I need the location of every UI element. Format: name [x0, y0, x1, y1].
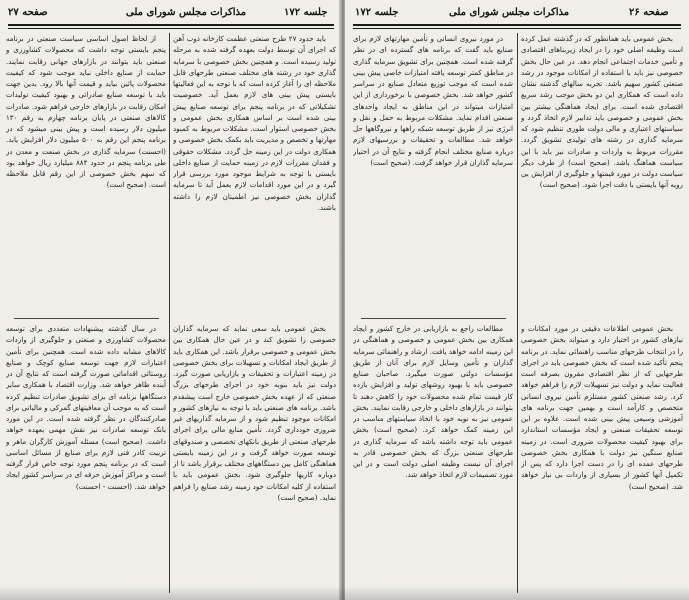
journal-title: مذاکرات مجلس شورای ملی — [126, 7, 247, 18]
text-column — [521, 33, 683, 315]
right-page — [345, 0, 689, 600]
paragraph: بخش عمومی باید سعی نماید که سرمایه گذاران خصوصی را تشویق کند و در عین حال همکاری بین بخش عمومی و خصوصی برقرار باشد. این همکاری باید از طریق ایجاد امکانات و تسهیلات برای بخش خصوصی در زمینه اعتبارات و تحقیقات و بازاریابی صورت گیرد. دولت نیز باید بنوبه خود در اجرای طرحهای بزرگ صنعتی که از عهده بخش خصوصی خارج است پیشقدم باشد. برنامه های صنعتی باید با توجه به نیازهای کشور و امکانات موجود تنظیم شود و از سرمایه گذاریهای غیر ضروری خودداری گردد. تأمین منابع مالی برای اجرای طرحهای صنعتی از طریق بانکهای تخصصی و صندوقهای توسعه صورت خواهد گرفت و در این زمینه بایستی هماهنگی کامل بین دستگاههای مختلف برقرار باشد تا از دوباره کاریها جلوگیری شود. بخش عمومی باید با استفاده از کلیه امکانات خود زمینه رشد صنایع را فراهم نماید. (صحیح است) — [173, 324, 336, 502]
paragraph: باید حدود ۲۷ طرح صنعتی عظمت کارخانه ذوب آهن که اجرای آن توسط دولت بعهده گرفته شده به مرحله تولید رسیده است. و همچنین بخش خصوصی با سرمایه گذاری خود در رشته های مختلف صنعتی طرحهای قابل ملاحظه ای را آغاز کرده است که با توجه به این فعالیتها بایستی پیش بینی های لازم بعمل آید. خصوصیت تشکیلاتی که در برنامه پنجم برای توسعه صنایع پیش بینی شده است بر اساس همکاری بخش عمومی و بخش خصوصی استوار است. مشکلات مربوط به کمبود مهارتها و تخصص و مدیریت باید بکمک بخش خصوصی و همکاری دولت در این زمینه حل گردد. مشکلات حقوقی و فقدان مقررات لازم در زمینه حمایت از صنایع داخلی بایستی با توجه به شرایط موجود مورد بررسی قرار گیرد و در این مورد اقدامات لازم بعمل آید تا سرمایه گذاران بخش خصوصی نیز اطمینان لازم را داشته باشند. — [173, 34, 336, 212]
paragraph: بخش عمومی باید همانطور که در گذشته عمل کرده است وظیفه اصلی خود را در ایجاد زیربناهای اقتصادی و تأمین خدمات اجتماعی انجام دهد. در عین حال بخش خصوصی نیز باید با استفاده از امکانات موجود در رشد صنعتی کشور سهیم باشد. تجربه سالهای گذشته نشان داده است که همکاری این دو بخش موجب رشد سریع اقتصادی شده است. برای ایجاد هماهنگی بیشتر بین بخش عمومی و خصوصی باید تدابیر لازم اتخاذ گردد و سیاستهای اعتباری و مالی دولت طوری تنظیم شود که سرمایه گذاری در رشته های تولیدی تشویق گردد. مقررات مربوط به واردات و صادرات نیز باید با این سیاست هماهنگ باشد. (صحیح است) از طرف دیگر سیاست دولت در مورد قیمتها و جلوگیری از افزایش بی رویه آنها بایستی با دقت اجرا شود. (صحیح است) — [521, 34, 683, 190]
page-number: صفحه ۲۷ — [8, 7, 48, 18]
journal-title: مذاکرات مجلس شورای ملی — [449, 7, 570, 18]
right-page-header — [353, 4, 681, 24]
text-column — [6, 33, 166, 315]
paragraph: در مورد نیروی انسانی و تأمین مهارتهای لازم برای صنایع باید گفت که برنامه های گسترده ای در نظر گرفته شده است. همچنین برای تشویق سرمایه گذاری در مناطق کمتر توسعه یافته امتیازات خاصی پیش بینی شده است که موجب توزیع متعادل صنایع در سراسر کشور خواهد شد. بخش خصوصی با برخورداری از این امتیازات میتواند در این مناطق به ایجاد واحدهای صنعتی اقدام نماید. مشکلات مربوط به حمل و نقل و انرژی نیز از طریق توسعه شبکه راهها و نیروگاهها حل خواهد شد. مطالعات و تحقیقات و بررسیهای لازم درباره صنایع مختلف انجام گرفته و نتایج آن در اختیار سرمایه گذاران قرار خواهد گرفت. (صحیح است) — [353, 34, 513, 167]
session-label: جلسه ۱۷۲ — [284, 7, 328, 18]
header-rule-thin — [8, 28, 334, 29]
header-rule — [353, 24, 681, 26]
header-rule — [8, 24, 334, 26]
paragraph: بخش عمومی اطلاعات دقیقی در مورد امکانات و نیازهای کشور در اختیار دارد و میتواند بخش خصوصی را در انتخاب طرحهای مناسب راهنمائی نماید. در برنامه پنجم تأکید شده است که بخش خصوصی باید در اجرای طرحهایی که از نظر اقتصادی مقرون بصرفه است فعالیت نماید و دولت نیز تسهیلات لازم را فراهم خواهد کرد. رشد صنعتی کشور مستلزم تأمین نیروی انسانی متخصص و کارآمد است و بهمین جهت برنامه های آموزشی وسیعی پیش بینی شده است. علاوه بر این توسعه تحقیقات صنعتی و ایجاد مؤسسات استاندارد برای بهبود کیفیت محصولات ضروری است. در زمینه صنایع سنگین نیز دولت با همکاری بخش خصوصی طرحهای عمده ای را در دست اجرا دارد که پس از تکمیل آنها کشور از بسیاری از واردات بی نیاز خواهد شد. (صحیح است) — [521, 324, 683, 491]
text-column — [521, 323, 683, 593]
page-bottom-shadow — [0, 586, 689, 600]
text-column — [353, 323, 513, 593]
header-rule-thin — [353, 28, 681, 29]
paragraph: در سال گذشته پیشنهادات متعددی برای توسعه محصولات کشاورزی و صنعتی و جلوگیری از واردات کالاهای مشابه داده شده است. همچنین برای تأمین اعتبارات لازم جهت توسعه صنایع کوچک و صنایع روستائی اقداماتی صورت گرفته است که نتایج آن در آینده ظاهر خواهد شد. وزارت اقتصاد با همکاری سایر دستگاهها برنامه ای برای تشویق صادرات تنظیم کرده است که به موجب آن معافیتهای گمرکی و مالیاتی برای صادرکنندگان در نظر گرفته شده است. در این مورد بانک توسعه صادرات نیز نقش مهمی بعهده خواهد داشت. (صحیح است) مسئله آموزش کارگران ماهر و تربیت کادر فنی لازم برای صنایع از مسائل اساسی است که در برنامه پنجم مورد توجه خاص قرار گرفته است و مراکز آموزش حرفه ای در سراسر کشور ایجاد خواهد شد. (احسنت - احسنت) — [6, 324, 166, 491]
left-page-header — [8, 4, 334, 24]
text-column — [353, 33, 513, 315]
column-divider — [169, 33, 170, 593]
column-divider — [517, 33, 518, 593]
left-page — [0, 0, 342, 600]
section-divider — [14, 318, 159, 319]
paragraph: از لحاظ اصول اساسی سیاست صنعتی در برنامه پنجم بایستی توجه داشت که محصولات کشاورزی و صنعتی باید بتوانند در بازارهای جهانی رقابت نمایند. حمایت از صنایع داخلی نباید موجب شود که کیفیت محصولات پائین بیاید و قیمت آنها بالا رود. بدین جهت باید با توسعه صنایع صادراتی و بهبود کیفیت تولیدات امکان رقابت در بازارهای خارجی فراهم شود. صادرات کالاهای صنعتی در پایان برنامه چهارم به رقم ۱۳۰ میلیون دلار رسیده است و پیش بینی میشود که در برنامه پنجم این رقم به ۵۰۰ میلیون دلار افزایش یابد. (احسنت) سرمایه گذاری در بخش صنعت و معدن در طی برنامه پنجم در حدود ۸۸۴ میلیارد ریال خواهد بود که سهم بخش خصوصی از این رقم قابل ملاحظه است. (صحیح است) — [6, 34, 166, 190]
paragraph: مطالعات راجع به بازاریابی در خارج کشور و ایجاد همکاری بین بخش عمومی و خصوصی و هماهنگی در این زمینه ادامه خواهد یافت. ارشاد و راهنمائی سرمایه گذاران و تأمین وسایل لازم برای آنان از طریق مؤسسات دولتی صورت میگیرد. صاحبان صنایع خصوصی باید با بهبود روشهای تولید و افزایش بازده کار قیمت تمام شده محصولات خود را کاهش دهند تا بتوانند در بازارهای داخلی و خارجی رقابت نمایند. بخش عمومی نیز به نوبه خود با اتخاذ سیاستهای مناسب در این زمینه کمک خواهد کرد. (صحیح است) بخش عمومی باید توجه داشته باشد که سرمایه گذاری در طرحهای صنعتی بزرگ که بخش خصوصی قادر به اجرای آن نیست وظیفه اصلی دولت است و در این مورد تصمیمات لازم اتخاذ خواهد شد. — [353, 324, 513, 480]
text-column — [173, 323, 336, 593]
session-label: جلسه ۱۷۲ — [355, 7, 399, 18]
section-divider — [361, 318, 506, 319]
text-column — [6, 323, 166, 593]
page-number: صفحه ۲۶ — [629, 7, 669, 18]
text-column — [173, 33, 336, 315]
